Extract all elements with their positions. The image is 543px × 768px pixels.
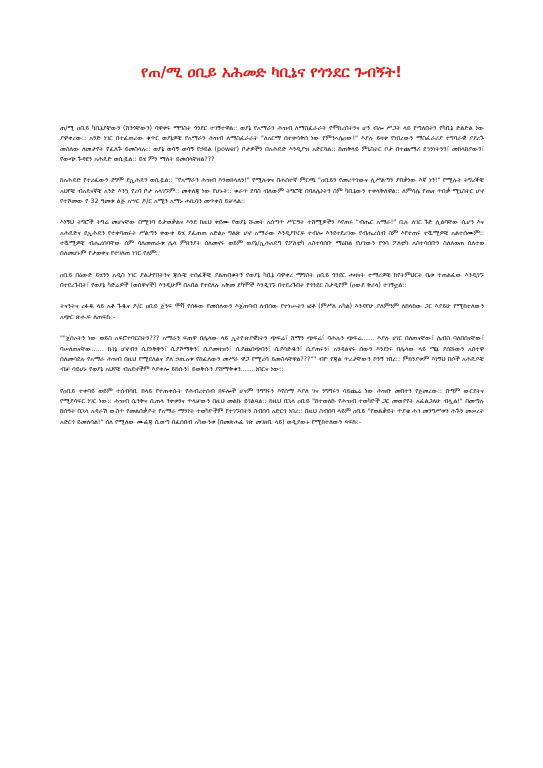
paragraph: ዐቢይ በዕውድ ይሄንን አዲስ ነገር ያልታየበትንና ጃሱቹ ተሰፈኞቹ ያልጠበቁትን የወያኔ ካቢኔ ባዋቀረ ማግስት ዐቢይ ጎንደር ሐዛናት ተማሪዎቹ ከየትምህርት ቤቱ ተጠልፈው እንዲገኙ በተደረጉበት፣ የወያኔ ካድሬዎች (ወሰዋኖች) እንዲሁም በአበል የተደለሉ አቅመ ደካሞች እንዲገኙ በተደረጉበት የጎንደር ስታዲየም (ዐውደ ቅሪላ) ተገኝቷል:: bbox=[60, 271, 484, 290]
paragraph: ትናንትና ረፋዱ ላይ አቶ ጉዱና ዶ/ር ዐቢይ ጀንፍ ሞቫ የሰፋው የመሰለውን እጀጠባብ ለብሰው የተነሡትን ፎቶ (ምሥለ አካል) እንዳየሁ ያለምንም ለከላከው ጋር እያይሁ የሚከተለውን አጭር ጽሑፍ ለጠፍኩ:- bbox=[60, 303, 484, 321]
paragraph: ጠ/ሚ ዐቢይ ካቢኔያቸውን (ሸንጎቸውን) ባዋቀሩ ማግስት ጎንደር ተገኝተዋል:: ወያኔ የአማራን ሕዝብ ለማስፈራራት የሞከረበትንና ሆን ብሎ ሥጋት ላይ የጣለበትን የካቢኔ ድልድል ነው ያዋቀረው:: አንድ ነገር በተፈጠረው ቁጥር ወያኔዎቹ የአማራን ሕዝብ ለማስፈራራት "ለአርማ ሰተቀሳቅሰ ነው የምንኣሌዐው!" እያሉ ይዛቱ የነበረውን ማስፈራሪያ ተግባራዊ ያደረጉ መስለው ለመታየት የፈለጉ ይመስላሉ:: ወያኔ ወሳኝ ወሳኝ የኃይል (power) ቦታዎችን በአሕዴድ እንዲያዝ አድርጓል:: ከጠቅላይ ምኒስትር ቦታ በተጨማሪ ደኅንነትንን፣ መከላከያውን፣ የውጭ ጉዳዩን አሕዴድ ወሲዷል:: ይሄ ምን ማለት ይመሰላቸዘል??? bbox=[60, 125, 484, 164]
paragraph: የዐቢይ ተቀባይ ወይም ተሰብሳቢ ከላይ የተጠቀሱት የሕብረተሰብ ክፍሎች ሆናም ንግግሩን እየሰማ እያለ ገና ንግግሩን ሳይጨሬ ነው ሕዝቡ መበተን የጀመረው:: በጣም ውርደትና የሚያሳፍር ነገር ነው:: ሕዝብ ሲንቅና ሲጠላ ንቀቱንና ጥላቻውን በዚህ መልኩ ይገልጻል:: ከዚህ በኋላ ዐቢይ "ከተወለኩ የሕዝብ ተወካዮች ጋር መወያየት አፈልጋለሁ ብሏል!" በመጣሉ ከሰዓት በኋላ አዳራሽ ውስጥ የመልሰቃዶት የአማራ ማንነት ተወካዮችም የተገኙበትን ስብሰባ አድርጎ ነበረ:: በዚህ ስብሰባ ላይም ዐቢይ "የወልቃይት ጥያቄ ሕገ መንግሥቱን ሕጉን መሠረት አድርጎ ይመለሳል!" ሰለ የሚለው ሙፊጃ ሲወጣ በፈሰበብ አካውንቱ (በመጽሐፈ ገጽ መገዘቢ ላይ) ወዲያውኑ የሚከተለውን ጻፍኩ:- bbox=[60, 387, 484, 426]
document-title: የጠ/ሚ ዐቢይ አሕመድ ካቢኔና የጎንደር ጉብኝት! bbox=[141, 63, 402, 81]
document-body bbox=[60, 124, 484, 428]
paragraph: ከአሕዴድ የተረፈውን ደግሞ ደኢሕዴን ወሲዷል:: "የአማራን ሕዝብ እንወክላለን!" የሚሉቱና በሐሰተኛ ምርጫ "ዐቢይን የመረጥነውና ሊሥልጣን ያበቃነው እኛ ነን!" የሚሉት ትግረኞቹ አህየቹ ብአዴናኛቹ አንድ እንኳ የረባ ቦታ አላገኙም:: መቀለጃ ነው የሆኑት:: ቁራጥ ደባስ ብለውም ትግሮቹ በባለሌነትን ስም ካቢኔውን ተቀላቅለዋል:: ለምሳሌ የጤና ጥበቃ ሚኒስትር ሆኖ የተሾመው የ 32 ዓመቱ ልጅ አሣር ዶ/ር አሚን አማኑ ሐኪሳን መጥቀስ ይቻላል:: bbox=[60, 177, 484, 206]
paragraph: ""ጀሰኦትን ነው ወይስ አፍሮተባርስትን??? አማራን ፍጠዋ በሌላው ላይ ኢትዮጵያዊነትን ጭፍሬ፣ ሸማን ጭፍሬ፣ ባሕሉን ጭፍሬ…… እያሉ ሀገር በለጠናቸው፣ ሌብስ ባለበሰናቸው፣ ባሠለጠናቸው…… ኩነኔ ሆኖብን ሲደነቅቅን፣ ሲያሾማቅን፣ ሲያመዛዝን፣ ሲያጨበጭበን፣ ሲያሳድዱን፣ ሲያጠሩን፣ አንዳልኖሩ ሰውን እንደነሩ በሌላው ላይ ሜኔ ያሰሹውን አሰተዋ ሰለመሳደሉ የአማራ ሕዝብ በዚህ የሚደለልና ያለ ኃጢአቱ የከፈለውን መሥራ ዋጋ የሚረሳ ይመስላቸዋል???"" ብዮ የጃል ጥረታቸውን ኮንኝ ነበረ:: ምክንያቱም እነኝህ ከሶች አሕዴዶቹ ብቻ ሳይሆኑ የወያኔ አህየቹ ብአዴኖችም እያቀሎ ይከሱን፣ ይወቅሱን ያሸማቅቁን…… ነበርና ነው:: bbox=[60, 335, 484, 374]
paragraph: እነኝህ ትግሮች ትግሬ መሆናቸው በሚገባ ይታወቃልና እንደ ከዚህ ቀደሙ የወያኔ ሹመት አሰጣጥ ሥርዓት ተሸሚዎችን እየጠሩ "ብሔር አማራ!" ቢሉ ለገር ጉድ ሊልባቸው ሲሆን እና አሕዴድና ደኢሕዴን የተቀባጠሩት ሥልጣን ቀውቀ ይሄ ያፈጠጠ አድልኦ ግልጽ ሆኖ አማራው እንዲያኮርፍ ተብሎ እንደተደረገው የብሔረሰብ ስም እየተጠሩ ተሿሚዎቹ አልተሰሙም:: ተሿሚዎቹ ብሔረሰባቸው ሰም ሳለመጠራቱ ሌላ ምክንያት ሰለመኖሩ ወይም ወያኔ/ኢሕአዴግ የፖለቲካ አስተሳሰቡ ማዕከል የሆነውን የጎሳ ፖለቲካ አስተሳሰቡን ስለለወጠ ሰለተወ ሰለመሆኑም የታወቀና የተገለጠ ነገር የለም:: bbox=[60, 219, 484, 258]
